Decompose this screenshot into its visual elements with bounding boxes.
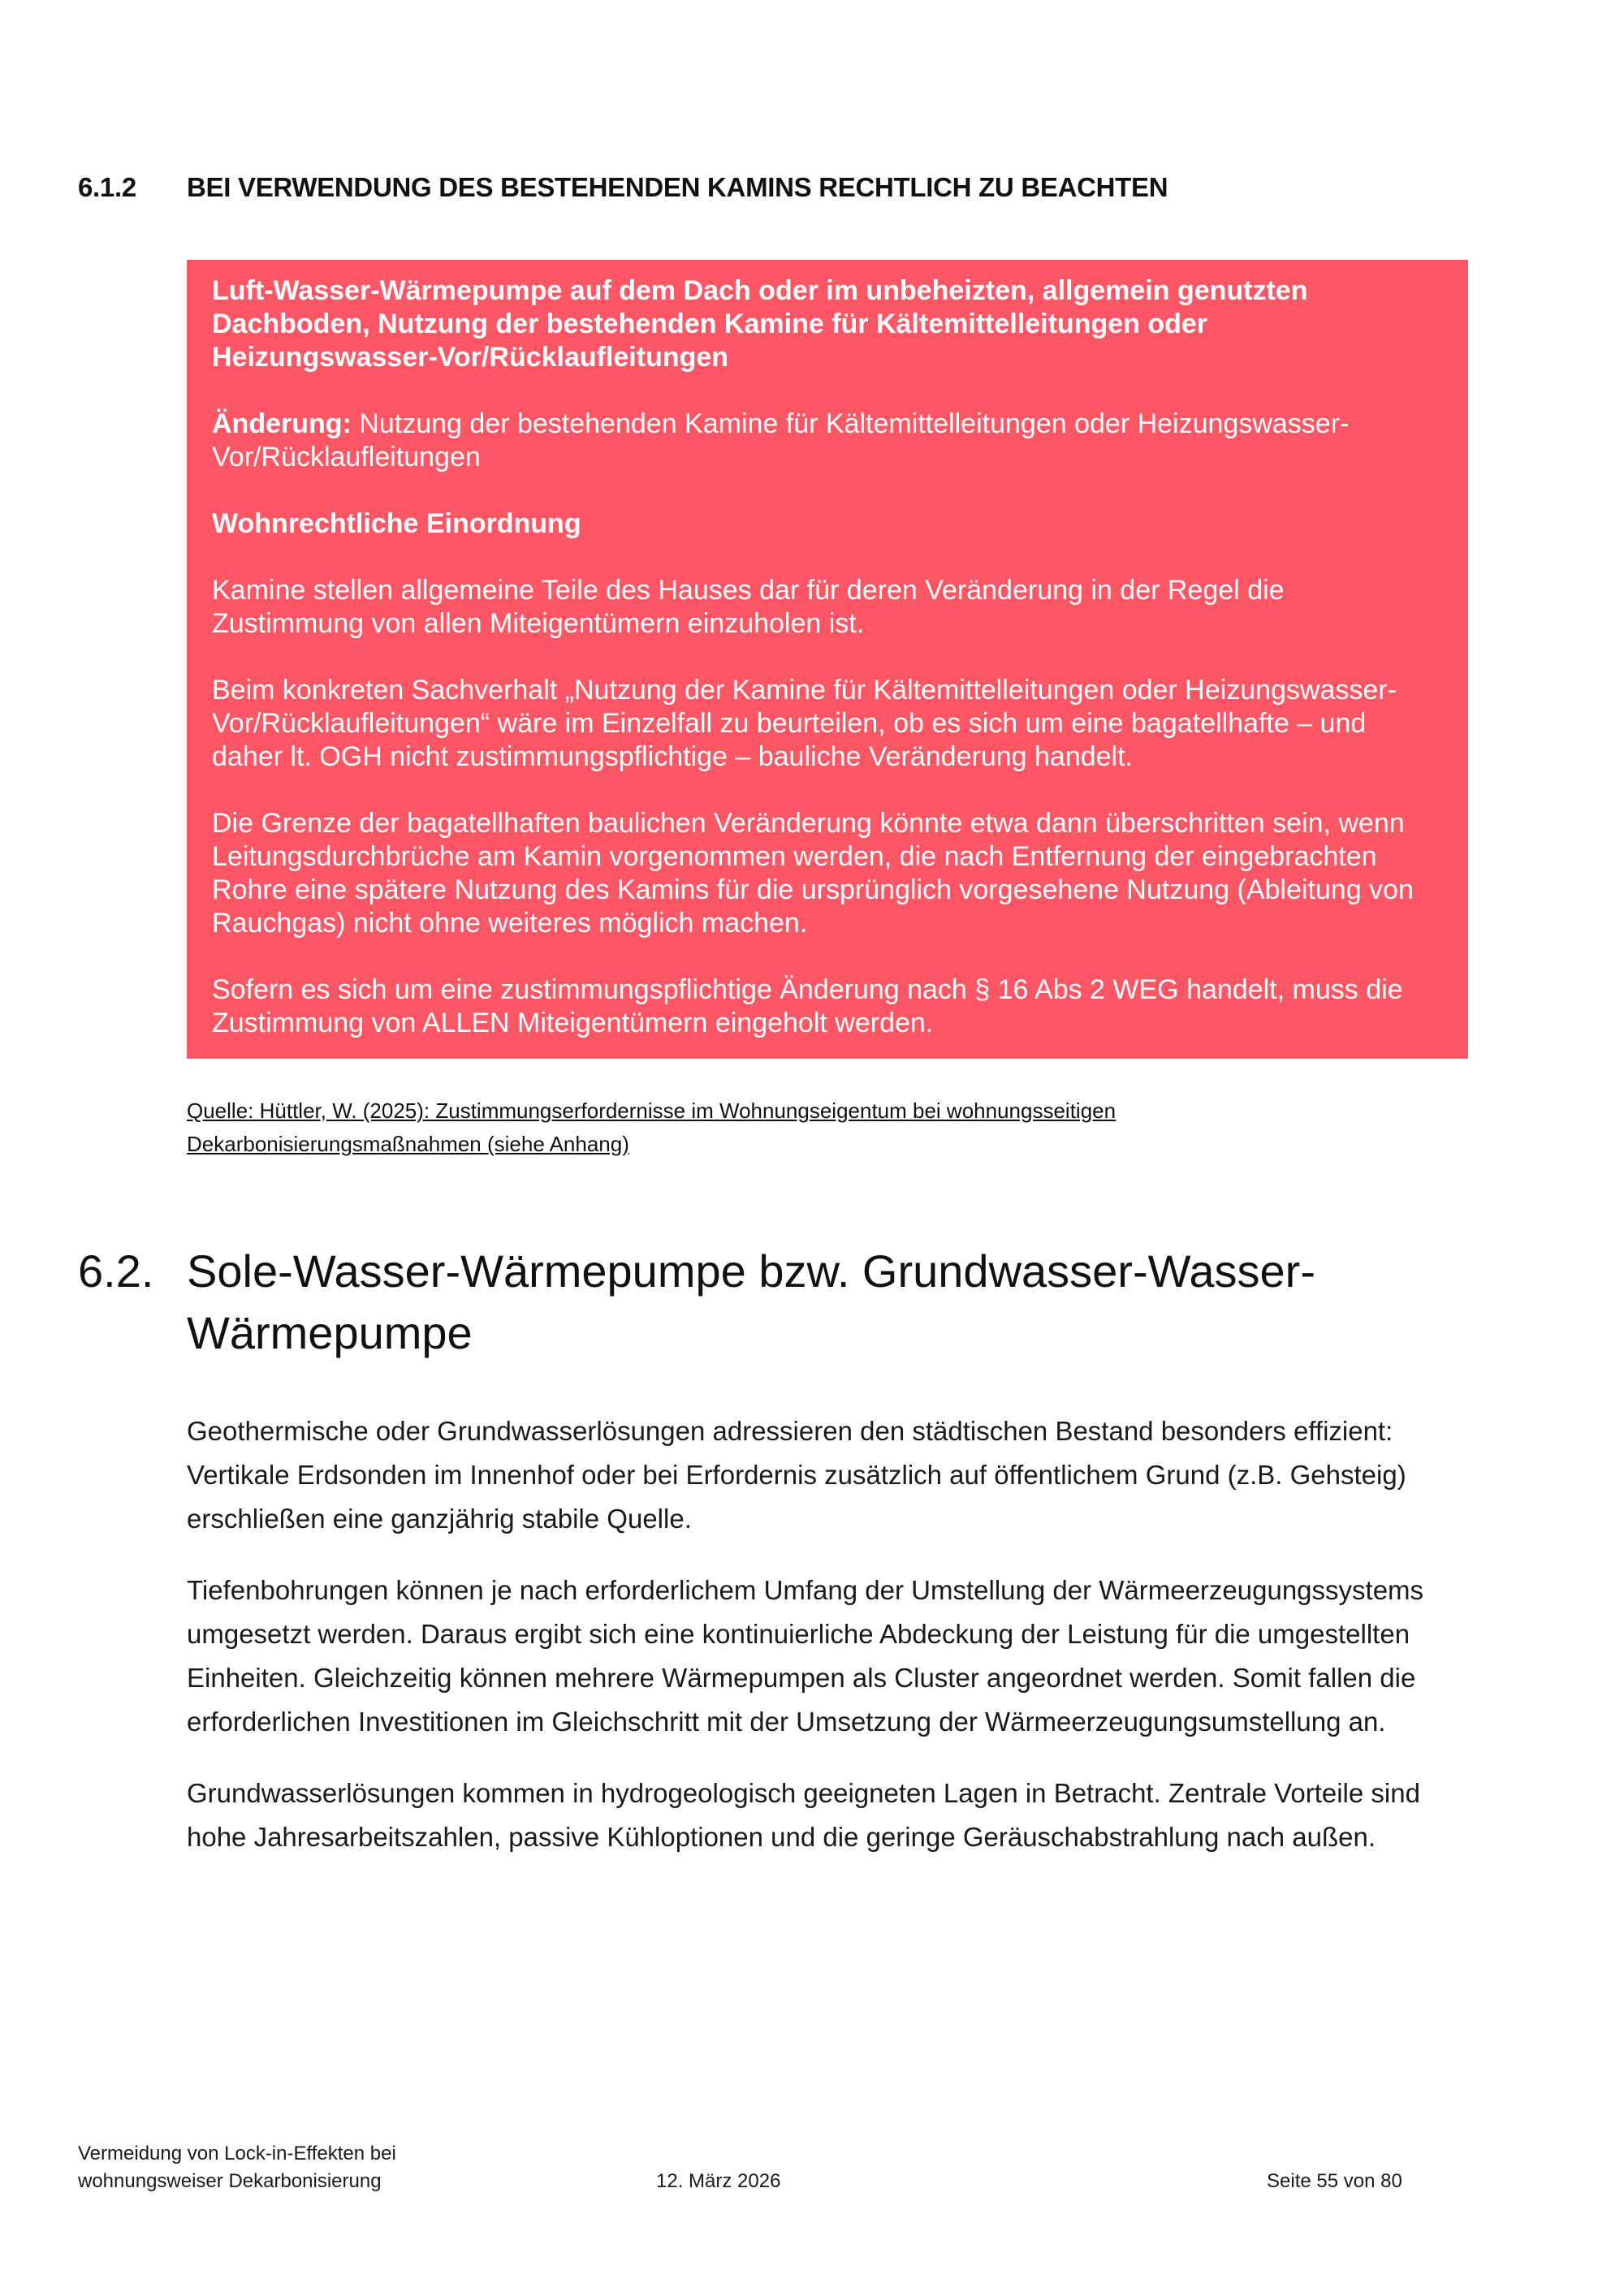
body-text (187, 1409, 1470, 1887)
section-number: 6.2. (78, 1245, 154, 1297)
body-paragraph: Tiefenbohrungen können je nach erforderlichem Umfang der Umstellung der Wärmeerzeugungssystems umgesetzt werden. Daraus ergibt sich eine kontinuierliche Abdeckung der Leistung für die umgestellten Einheiten. Gleichzeitig können mehrere Wärmepumpen als Cluster angeordnet werden. Somit fallen die erforderlichen Investitionen im Gleichschritt mit der Umsetzung der Wärmeerzeugungsumstellung an. (187, 1575, 1424, 1737)
source-citation (187, 1094, 1405, 1161)
subsection-title: BEI VERWENDUNG DES BESTEHENDEN KAMINS RECHTLICH ZU BEACHTEN (187, 172, 1168, 202)
source-line: Quelle: Hüttler, W. (2025): Zustimmungserfordernisse im Wohnungseigentum bei wohnungsseitigen (187, 1098, 1116, 1123)
callout-change-label: Änderung: (212, 408, 352, 439)
callout-paragraph: Sofern es sich um eine zustimmungspflichtige Änderung nach § 16 Abs 2 WEG handelt, muss die Zustimmung von ALLEN Miteigentümern eingeholt werden. (212, 974, 1403, 1038)
body-paragraph: Geothermische oder Grundwasserlösungen adressieren den städtischen Bestand besonders effizient: Vertikale Erdsonden im Innenhof oder bei Erfordernis zusätzlich auf öffentlichem Grund (z.B. Gehsteig) erschließen eine ganzjährig stabile Quelle. (187, 1416, 1406, 1534)
footer-page-number: Seite 55 von 80 (1267, 2170, 1402, 2192)
section-title: Sole-Wasser-Wärmepumpe bzw. Grundwasser-Wasser-Wärmepumpe (187, 1245, 1315, 1358)
callout-paragraph: Die Grenze der bagatellhaften baulichen Veränderung könnte etwa dann überschritten sein, wenn Leitungsdurchbrüche am Kamin vorgenommen werden, die nach Entfernung der eingebrachten Rohre eine spätere Nutzung des Kamins für die ursprünglich vorgesehene Nutzung (Ableitung von Rauchgas) nicht ohne weiteres möglich machen. (212, 808, 1414, 939)
footer-title-line: wohnungsweiser Dekarbonisierung (78, 2170, 382, 2192)
callout-change-text: Nutzung der bestehenden Kamine für Kältemittelleitungen oder Heizungswasser-Vor/Rücklaufleitungen (212, 408, 1350, 473)
subsection-number: 6.1.2 (78, 172, 136, 202)
callout-heading: Luft-Wasser-Wärmepumpe auf dem Dach oder im unbeheizten, allgemein genutzten Dachboden, Nutzung der bestehenden Kamine für Kältemittelleitungen oder Heizungswasser-Vor/Rücklaufleitungen (212, 275, 1308, 373)
footer-document-title (78, 2140, 500, 2195)
source-line: Dekarbonisierungsmaßnahmen (siehe Anhang) (187, 1132, 629, 1156)
callout-legal-heading: Wohnrechtliche Einordnung (212, 508, 581, 539)
legal-callout-box (187, 260, 1468, 1059)
callout-change (212, 408, 1439, 474)
subsection-heading (78, 172, 1475, 203)
footer-title-line: Vermeidung von Lock-in-Effekten bei (78, 2143, 396, 2164)
callout-paragraph: Beim konkreten Sachverhalt „Nutzung der Kamine für Kältemittelleitungen oder Heizungswasser-Vor/Rücklaufleitungen“ wäre im Einzelfall zu beurteilen, ob es sich um eine bagatellhafte – und daher lt. OGH nicht zustimmungspflichtige – bauliche Veränderung handelt. (212, 675, 1397, 772)
footer-date: 12. März 2026 (656, 2170, 781, 2192)
callout-paragraph: Kamine stellen allgemeine Teile des Hauses dar für deren Veränderung in der Regel die Zustimmung von allen Miteigentümern einzuholen ist. (212, 575, 1285, 639)
body-paragraph: Grundwasserlösungen kommen in hydrogeologisch geeigneten Lagen in Betracht. Zentrale Vorteile sind hohe Jahresarbeitszahlen, passive Kühloptionen und die geringe Geräuschabstrahlung nach außen. (187, 1778, 1420, 1852)
